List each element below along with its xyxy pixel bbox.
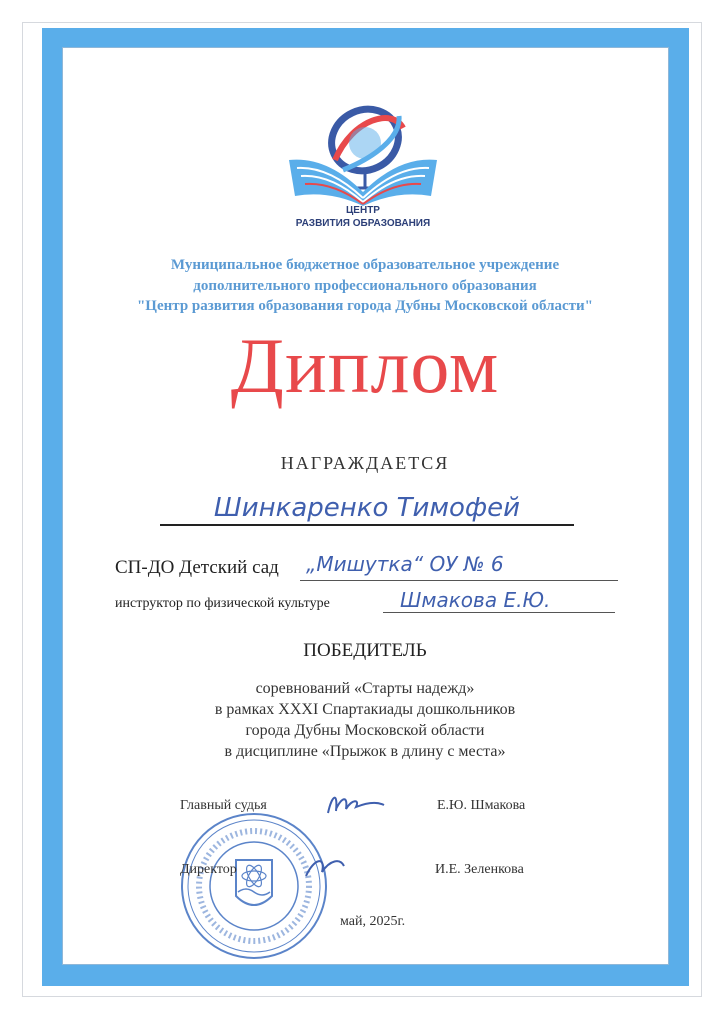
description-line-2: в рамках XXXI Спартакиады дошкольников <box>214 701 516 718</box>
description <box>80 678 650 762</box>
description-line-1: соревнований «Старты надежд» <box>255 680 475 697</box>
kindergarten-value: „Мишутка“ ОУ № 6 <box>306 552 504 576</box>
logo-text-top: ЦЕНТР <box>346 205 380 216</box>
issue-date: май, 2025г. <box>340 914 406 929</box>
description-line-4: в дисциплине «Прыжок в длину с места» <box>224 743 506 760</box>
kindergarten-label: СП-ДО Детский сад <box>115 557 279 578</box>
judge-name: Е.Ю. Шмакова <box>437 798 526 813</box>
director-name: И.Е. Зеленкова <box>435 862 524 877</box>
org-line-2: дополнительного профессионального образования <box>193 278 537 294</box>
director-label: Директор <box>180 862 237 877</box>
org-line-3: "Центр развития образования города Дубны Московской области" <box>136 298 593 314</box>
instructor-underline <box>383 612 615 613</box>
judge-label: Главный судья <box>180 798 267 813</box>
recipient-underline <box>160 524 574 526</box>
logo-text-bottom: РАЗВИТИЯ ОБРАЗОВАНИЯ <box>295 218 431 229</box>
description-line-3: города Дубны Московской области <box>245 722 485 739</box>
judge-signature <box>322 785 397 821</box>
instructor-value: Шмакова Е.Ю. <box>400 588 551 612</box>
director-signature <box>300 850 350 884</box>
winner-label: ПОБЕДИТЕЛЬ <box>303 640 427 661</box>
awarded-label: НАГРАЖДАЕТСЯ <box>280 453 450 473</box>
recipient-name: Шинкаренко Тимофей <box>213 493 521 523</box>
org-line-1: Муниципальное бюджетное образовательное учреждение <box>170 257 560 273</box>
center-logo <box>283 98 443 230</box>
instructor-label: инструктор по физической культуре <box>115 596 330 611</box>
kindergarten-underline <box>300 580 618 581</box>
diploma-title: Диплом <box>230 322 500 409</box>
official-stamp <box>178 810 330 962</box>
